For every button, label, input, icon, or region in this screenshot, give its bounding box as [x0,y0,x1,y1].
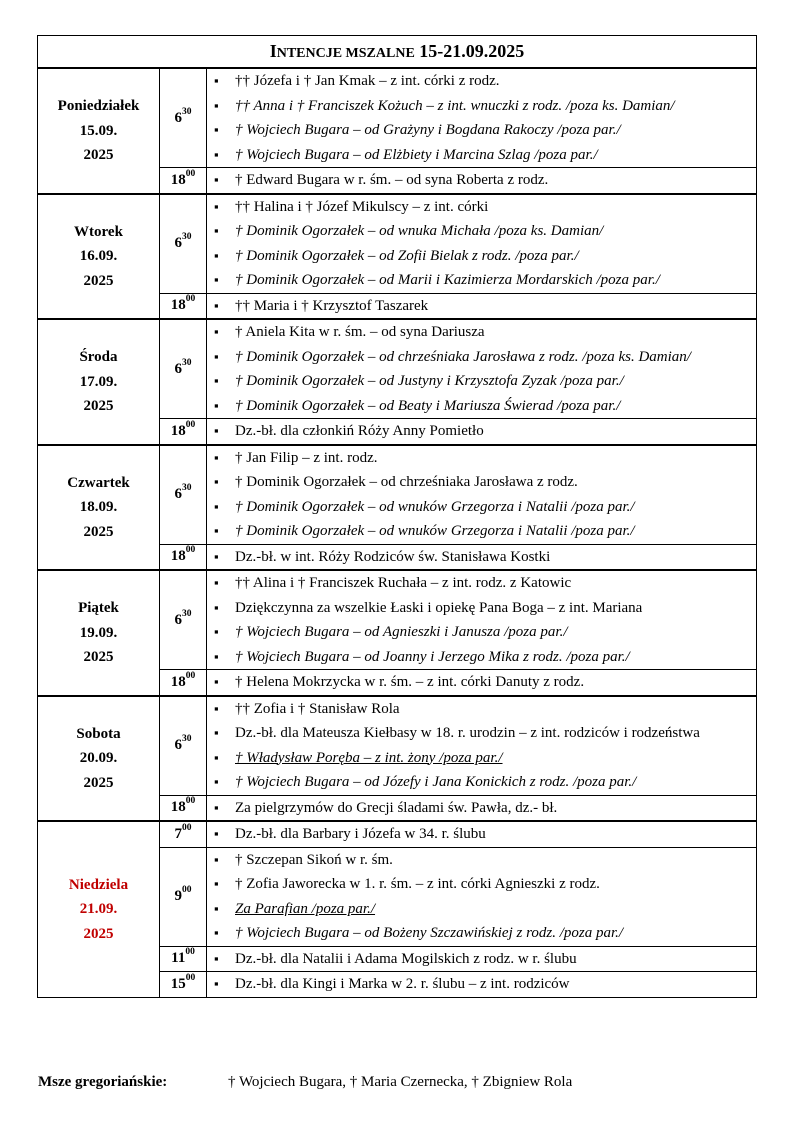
mass-time [160,419,207,445]
intention-text: Dz.-bł. dla Natalii i Adama Mogilskich z rodz. w r. ślubu [235,950,577,967]
intention-text: † Dominik Ogorzałek – od chrześniaka Jarosława z rodz. [235,474,578,490]
intention-text: † Wojciech Bugara – od Agnieszki i Janusza /poza par./ [235,624,568,640]
intentions-cell [207,847,757,946]
mass-hour: 6 [174,109,182,126]
day-year: 2025 [83,649,114,665]
day-date: 18.09. [79,499,118,515]
intention-text: † Dominik Ogorzałek – od Justyny i Krzysztofa Zyzak /poza par./ [235,373,624,389]
day-name: Środa [79,349,118,365]
mass-minutes: 00 [185,947,195,958]
mass-minutes: 00 [185,168,196,179]
intentions-list [207,822,756,847]
intentions-list [207,168,756,193]
day-cell [38,68,160,194]
day-name: Czwartek [67,474,130,491]
day-date: 21.09. [79,901,118,917]
intention-item [207,545,756,570]
mass-hour: 7 [174,825,182,842]
intention-item [207,69,756,94]
mass-row [38,319,757,419]
mass-time [160,570,207,670]
intentions-list [207,446,756,544]
mass-hour: 6 [174,235,182,251]
intention-text: †† Halina i † Józef Mikulscy – z int. córki [235,198,489,215]
intention-item [207,947,756,972]
intentions-list [207,848,756,946]
intention-text: †† Anna i † Franciszek Kożuch – z int. wnuczki z rodz. /poza ks. Damian/ [235,97,675,114]
day-year: 2025 [83,272,114,289]
intention-text: † Dominik Ogorzałek – od wnuków Grzegorza i Natalii /poza par./ [235,523,635,539]
intention-item [207,294,756,319]
intention-item [207,822,756,847]
day-name: Poniedziałek [57,98,140,114]
intention-item [207,118,756,143]
day-cell [38,570,160,696]
intention-text: Dz.-bł. dla Mateusza Kiełbasy w 18. r. urodzin – z int. rodziców i rodzeństwa [235,725,700,741]
intention-text: † Wojciech Bugara – od Grażyny i Bogdana Rakoczy /poza par./ [235,122,621,138]
intention-text: † Dominik Ogorzałek – od wnuka Michała /poza ks. Damian/ [235,223,604,239]
intention-text: †† Alina i † Franciszek Ruchała – z int. rodz. z Katowic [235,575,572,591]
page-title [38,36,757,69]
mass-time [160,319,207,419]
intention-text: † Dominik Ogorzałek – od chrześniaka Jarosława z rodz. /poza ks. Damian/ [235,348,691,365]
mass-minutes: 30 [182,608,192,619]
mass-hour: 18 [170,171,186,188]
intention-item [207,94,756,119]
intention-text: † Władysław Poręba – z int. żony /poza par./ [235,749,503,766]
mass-time [160,168,207,194]
intention-text: Dz.-bł. dla Barbary i Józefa w 34. r. ślubu [235,826,486,842]
mass-hour: 18 [170,297,186,314]
mass-minutes: 00 [185,545,196,556]
intentions-cell [207,419,757,445]
day-name: Piątek [78,600,119,616]
intention-text: †† Zofia i † Stanisław Rola [235,700,400,717]
intentions-cell [207,795,757,821]
mass-time [160,445,207,545]
intention-text: Dziękczynna za wszelkie Łaski i opiekę Pana Boga – z int. Mariana [235,599,643,616]
intention-text: † Dominik Ogorzałek – od Beaty i Mariusza Świerad /poza par./ [235,397,621,414]
intentions-list [207,320,756,418]
mass-minutes: 00 [185,419,196,430]
intention-item [207,195,756,220]
intentions-list [207,697,756,795]
intention-item [207,419,756,444]
intention-text: † Wojciech Bugara – od Józefy i Jana Konickich z rodz. /poza par./ [235,774,637,790]
mass-minutes: 30 [182,734,192,744]
intention-text: Za Parafian /poza par./ [235,900,376,917]
day-name: Niedziela [68,876,129,893]
title-smallcaps: NTENCJE MSZALNE [276,46,415,61]
mass-hour: 6 [174,360,182,377]
day-year: 2025 [83,774,114,791]
mass-hour: 18 [170,422,186,439]
mass-row [38,696,757,796]
mass-row [38,570,757,670]
intention-text: † Wojciech Bugara – od Bożeny Szczawińskiej z rodz. /poza par./ [235,925,624,941]
day-date: 17.09. [79,373,118,390]
gregorian-masses [38,1070,572,1094]
intention-item [207,670,756,695]
intentions-cell [207,821,757,847]
intention-item [207,519,756,544]
intentions-list [207,419,756,444]
intention-text: † Dominik Ogorzałek – od Marii i Kazimierza Mordarskich /poza par./ [235,272,660,288]
mass-time [160,847,207,946]
intentions-cell [207,319,757,419]
mass-hour: 6 [174,737,182,753]
mass-time [160,821,207,847]
intention-text: † Wojciech Bugara – od Joanny i Jerzego Mika z rodz. /poza par./ [235,648,630,665]
intentions-cell [207,445,757,545]
intentions-cell [207,168,757,194]
mass-hour: 15 [170,975,186,992]
intention-item [207,345,756,370]
day-name: Sobota [76,725,121,742]
intentions-list [207,294,756,319]
intention-item [207,848,756,873]
mass-hour: 11 [171,950,186,967]
intentions-list [207,947,756,972]
intention-text: † Szczepan Sikoń w r. śm. [235,851,393,868]
intention-text: † Zofia Jaworecka w 1. r. śm. – z int. córki Agnieszki z rodz. [235,876,600,892]
mass-minutes: 30 [182,232,192,242]
day-cell [38,696,160,822]
intention-text: Dz.-bł. dla członkiń Róży Anny Pomietło [235,423,484,439]
day-cell [38,821,160,997]
day-year: 2025 [83,398,114,414]
mass-minutes: 00 [182,885,192,895]
mass-time [160,293,207,319]
day-year: 2025 [83,925,114,942]
mass-minutes: 30 [182,483,192,493]
intention-text: † Wojciech Bugara – od Elżbiety i Marcina Szlag /poza par./ [235,146,598,163]
mass-minutes: 00 [185,796,196,807]
intention-text: †† Józefa i † Jan Kmak – z int. córki z rodz. [235,73,500,89]
intentions-cell [207,946,757,972]
intentions-list [207,545,756,570]
mass-hour: 18 [170,799,186,816]
intentions-cell [207,68,757,168]
intention-text: †† Maria i † Krzysztof Taszarek [235,297,429,314]
intention-text: † Aniela Kita w r. śm. – od syna Dariusza [235,324,485,340]
day-date: 16.09. [79,248,118,264]
mass-minutes: 30 [182,106,192,117]
intention-item [207,897,756,922]
day-name: Wtorek [74,223,123,240]
intention-item [207,168,756,193]
mass-time [160,972,207,998]
intentions-list [207,69,756,167]
intention-item [207,244,756,269]
intentions-cell [207,194,757,294]
intentions-cell [207,293,757,319]
mass-row [38,821,757,847]
intentions-table [37,35,757,998]
mass-time [160,696,207,796]
intention-item [207,394,756,419]
intentions-cell [207,570,757,670]
intention-item [207,320,756,345]
intentions-cell [207,972,757,998]
day-date: 20.09. [79,750,118,766]
intention-text: † Dominik Ogorzałek – od wnuków Grzegorza i Natalii /poza par./ [235,498,635,515]
intention-item [207,495,756,520]
intention-item [207,645,756,670]
intention-text: † Dominik Ogorzałek – od Zofii Bielak z rodz. /poza par./ [235,247,579,264]
intention-text: † Helena Mokrzycka w r. śm. – z int. córki Danuty z rodz. [235,674,585,690]
intentions-list [207,195,756,293]
mass-row [38,68,757,168]
day-date: 19.09. [79,624,118,641]
day-cell [38,194,160,320]
intention-item [207,369,756,394]
gregorian-masses-label: Msze gregoriańskie: [38,1074,168,1090]
gregorian-masses-names: † Wojciech Bugara, † Maria Czernecka, † Zbigniew Rola [228,1074,573,1090]
intention-item [207,219,756,244]
intention-item [207,571,756,596]
mass-minutes: 00 [185,294,196,305]
intentions-cell [207,544,757,570]
intention-item [207,872,756,897]
intention-item [207,770,756,795]
day-cell [38,319,160,445]
intention-item [207,746,756,771]
title-initial: I [269,41,277,61]
intentions-list [207,972,756,997]
intention-item [207,796,756,821]
mass-hour: 18 [170,548,186,565]
title-dates: 15-21.09.2025 [414,41,525,61]
intentions-list [207,796,756,821]
mass-minutes: 00 [182,822,192,833]
intention-item [207,921,756,946]
mass-row [38,445,757,545]
intention-item [207,143,756,168]
mass-time [160,670,207,696]
mass-minutes: 00 [185,670,196,681]
day-cell [38,445,160,571]
intention-text: † Edward Bugara w r. śm. – od syna Roberta z rodz. [235,172,549,188]
day-year: 2025 [83,523,114,540]
intentions-list [207,571,756,669]
intentions-table-body [38,36,757,998]
intention-item [207,697,756,722]
mass-time [160,194,207,294]
intention-item [207,972,756,997]
intention-item [207,596,756,621]
mass-hour: 6 [174,611,182,628]
intention-text: Dz.-bł. w int. Róży Rodziców św. Stanisława Kostki [235,548,551,565]
mass-row [38,194,757,294]
day-date: 15.09. [79,122,118,139]
mass-time [160,946,207,972]
mass-time [160,795,207,821]
mass-hour: 9 [174,888,182,904]
day-year: 2025 [83,147,114,163]
intentions-list [207,670,756,695]
title-row [38,36,757,69]
intention-item [207,721,756,746]
intention-item [207,446,756,471]
intention-item [207,268,756,293]
intention-text: Za pielgrzymów do Grecji śladami św. Pawła, dz.- bł. [235,799,558,816]
intentions-cell [207,670,757,696]
mass-time [160,544,207,570]
mass-time [160,68,207,168]
mass-hour: 18 [170,673,186,690]
intention-item [207,620,756,645]
mass-minutes: 30 [182,357,192,368]
mass-minutes: 00 [185,972,196,983]
mass-hour: 6 [174,486,182,502]
intention-text: Dz.-bł. dla Kingi i Marka w 2. r. ślubu – z int. rodziców [235,976,570,992]
intention-item [207,470,756,495]
intention-text: † Jan Filip – z int. rodz. [235,449,378,466]
intentions-cell [207,696,757,796]
